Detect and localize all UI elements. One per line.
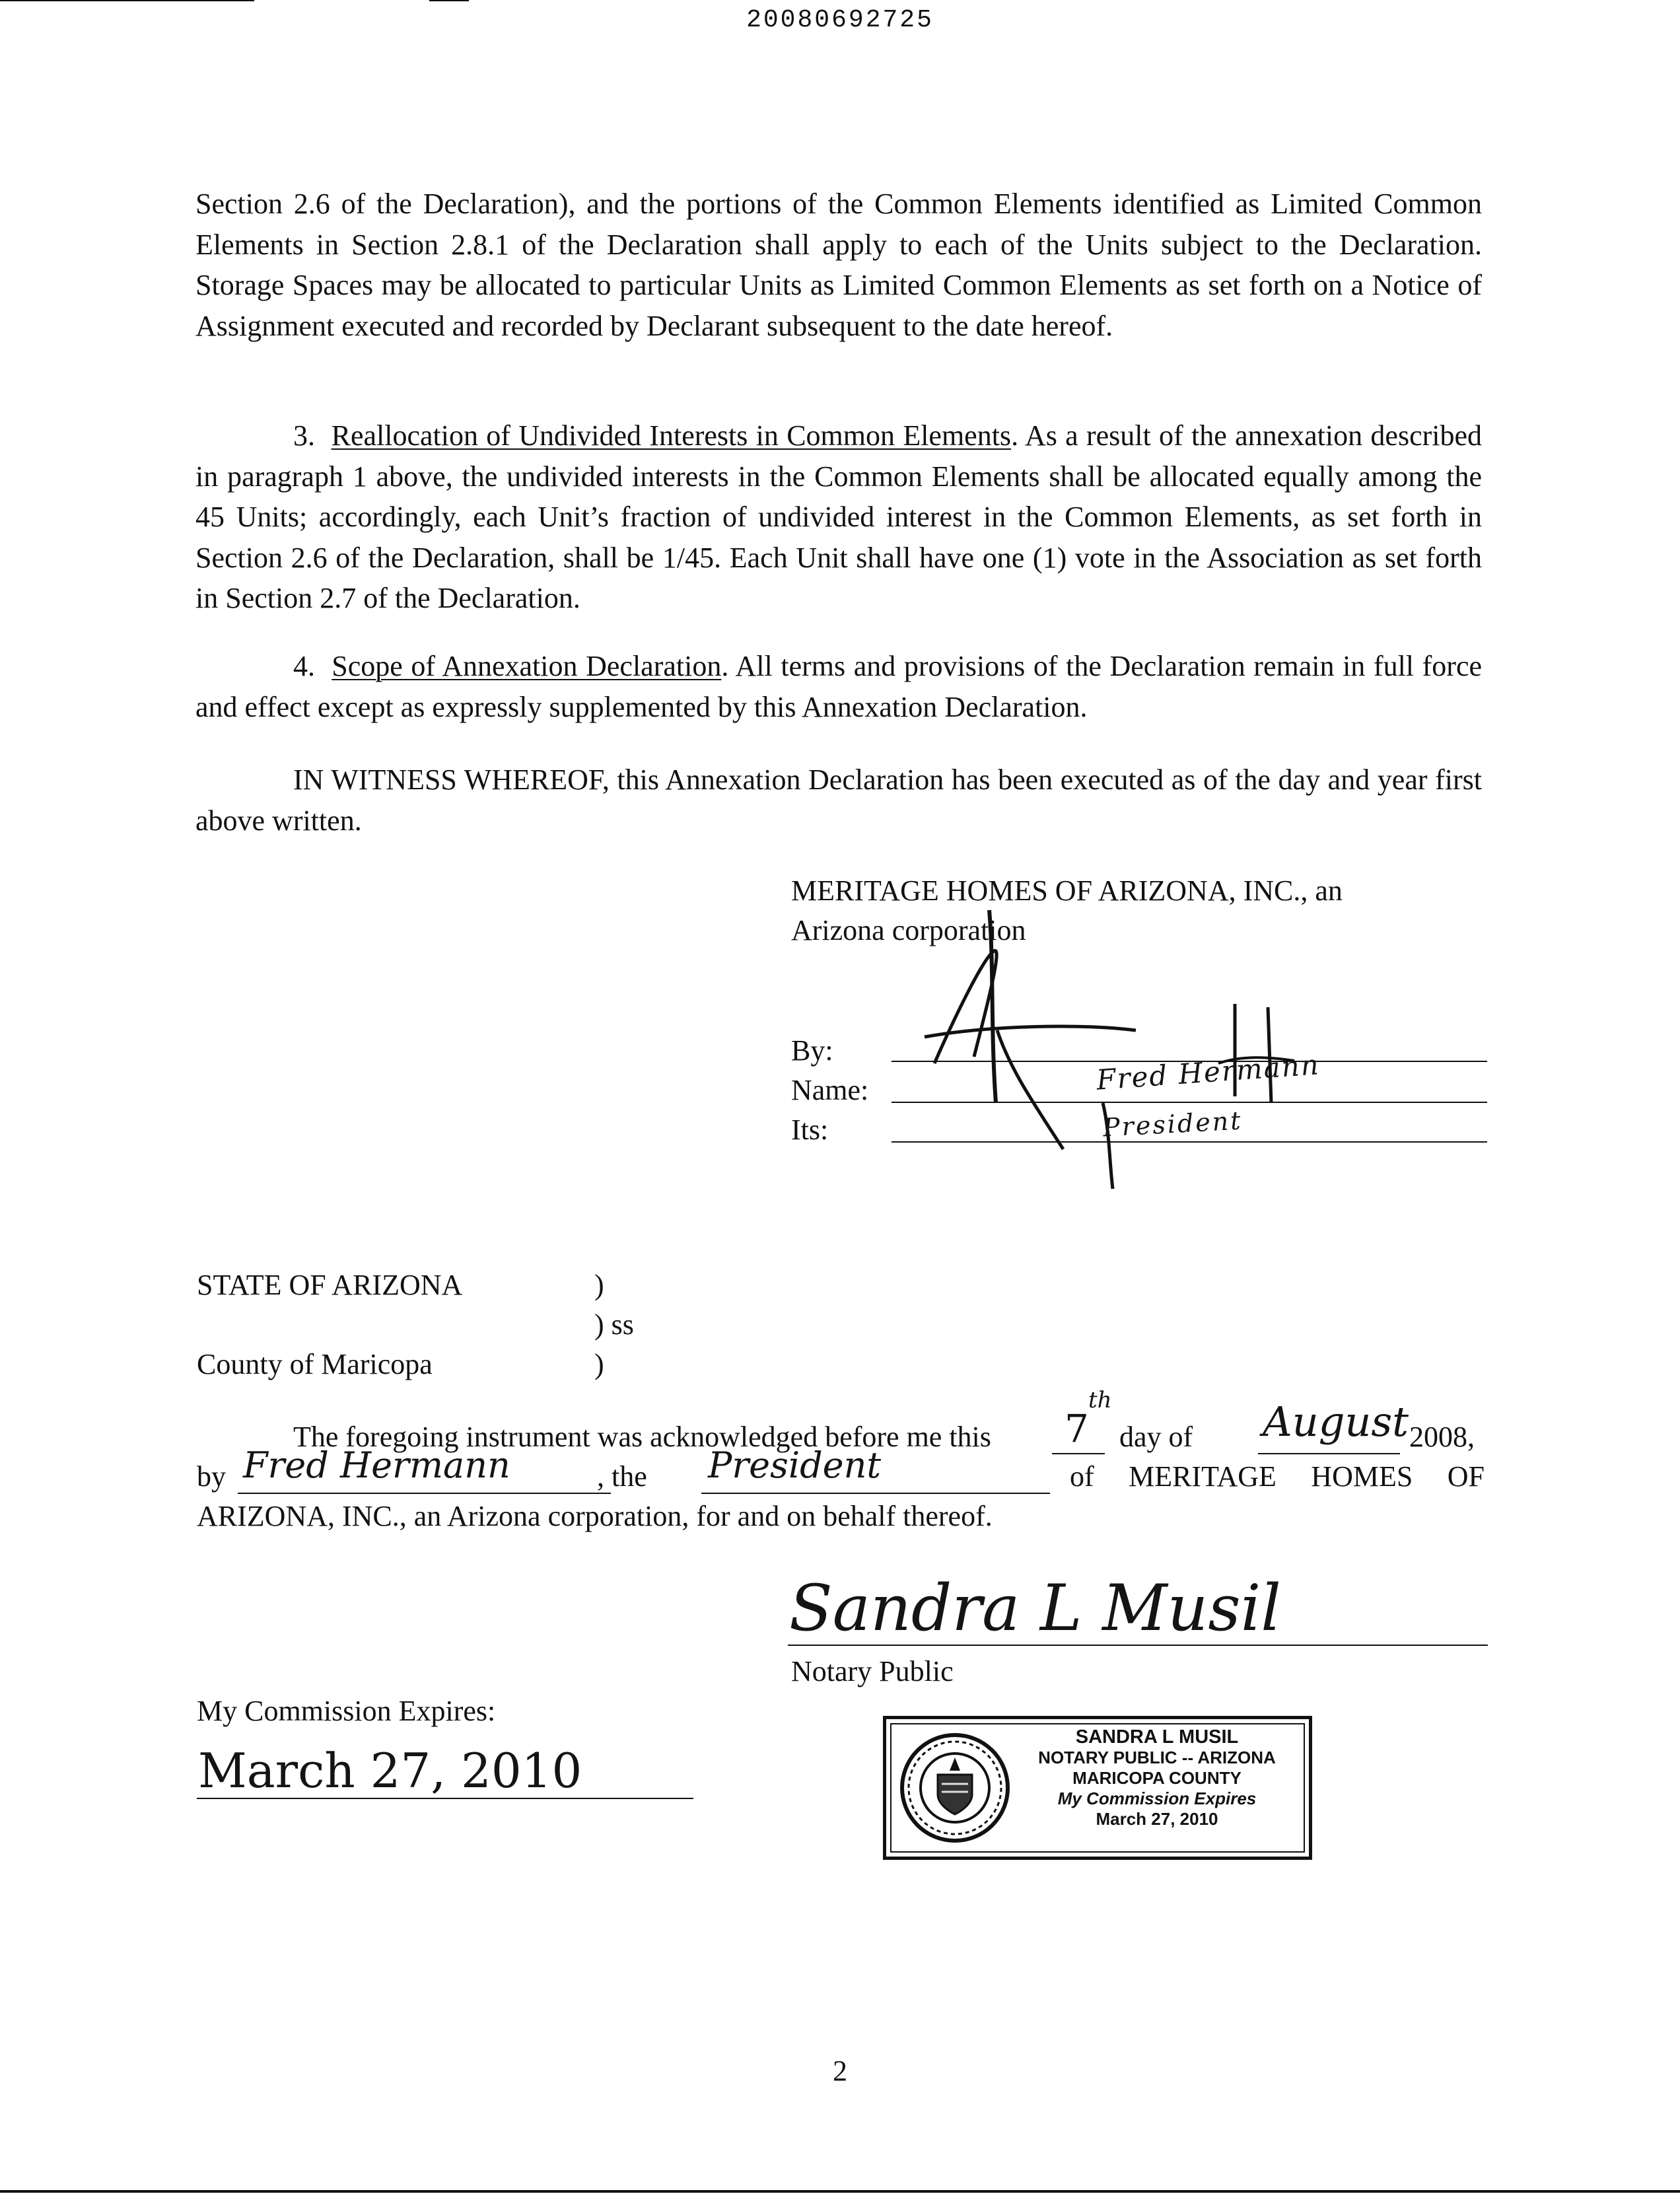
stamp-line-expires-date: March 27, 2010: [1096, 1809, 1218, 1829]
paragraph-3-text: . As a result of the annexation described in paragraph 1 above, the undivided interests in the Common Elements shall be allocated equally among the 45 Units; accordingly, each Unit’s fraction of undivided interest in the Common Elements, as set forth in Section 2.6 of the Declaration, shall be 1/45. Each Unit shall have one (1) vote in the Association as set forth in Section 2.7 of the Declaration.: [195, 419, 1482, 615]
stamp-line-county: MARICOPA COUNTY: [1072, 1768, 1242, 1788]
paragraph-4: [195, 646, 1482, 727]
footer-rule: [0, 2190, 1680, 2193]
ack-the-word: , the: [597, 1460, 647, 1493]
venue-ss: ) ss: [594, 1308, 634, 1341]
paragraph-3-number: 3.: [293, 419, 315, 452]
entity-name-line1: MERITAGE HOMES OF ARIZONA, INC., an: [791, 874, 1343, 907]
paragraph-3-heading: Reallocation of Undivided Interests in Common Elements: [331, 419, 1012, 452]
paragraph-4-number: 4.: [293, 650, 315, 682]
officer-title-handwritten: President: [1102, 1106, 1243, 1143]
paragraph-continuation-text: Section 2.6 of the Declaration), and the portions of the Common Elements identified as Limited Common Elements in Section 2.8.1 of the Declaration shall apply to each of the Units subject to the Declaration. Storage Spaces may be allocated to particular Units as Limited Common Elements as set forth on a Notice of Assignment executed and recorded by Declarant subsequent to the date hereof.: [195, 188, 1482, 342]
commission-label: My Commission Expires:: [197, 1695, 496, 1727]
notary-stamp-text: [1005, 1727, 1309, 1829]
stamp-line-name: SANDRA L MUSIL: [1075, 1726, 1239, 1748]
witness-paragraph: [195, 760, 1482, 841]
ack-text-2: day of: [1119, 1421, 1193, 1453]
officer-name-handwritten: Fred Hermann: [1095, 1048, 1321, 1096]
paragraph-4-text: . All terms and provisions of the Declaration remain in full force and effect except as expressly supplemented by this Annexation Declaration.: [195, 650, 1483, 723]
notary-signature-handwritten: Sandra L Musil: [789, 1571, 1281, 1645]
ack-of-text: of MERITAGE HOMES OF: [1070, 1460, 1485, 1493]
notary-stamp: [883, 1716, 1312, 1860]
witness-text: IN WITNESS WHEREOF, this Annexation Declaration has been executed as of the day and year first above written.: [195, 763, 1482, 837]
venue-paren-bottom: ): [594, 1348, 604, 1380]
header-rule-left: [0, 0, 254, 1]
ack-day-handwritten: 7: [1065, 1406, 1089, 1451]
ack-by-word: by: [197, 1460, 226, 1493]
ack-title-handwritten: President: [708, 1444, 882, 1486]
name-label: Name:: [791, 1074, 869, 1106]
ack-name-line: [238, 1493, 611, 1494]
document-number: 20080692725: [746, 6, 934, 34]
ack-name-handwritten: Fred Hermann: [243, 1444, 510, 1486]
notary-signature-line: [788, 1645, 1488, 1646]
by-label: By:: [791, 1034, 833, 1067]
venue-state: STATE OF ARIZONA: [197, 1269, 463, 1301]
ack-text-1: The foregoing instrument was acknowledged before me this: [293, 1421, 991, 1453]
ack-title-line: [701, 1493, 1050, 1494]
ack-day-suffix-handwritten: th: [1088, 1387, 1112, 1413]
paragraph-4-heading: Scope of Annexation Declaration: [332, 650, 722, 682]
notary-seal-icon: [898, 1731, 1012, 1845]
entity-name-line2: Arizona corporation: [791, 914, 1026, 946]
ack-text-3: ARIZONA, INC., an Arizona corporation, for and on behalf thereof.: [197, 1500, 993, 1532]
venue-paren-top: ): [594, 1269, 604, 1301]
ack-year: 2008,: [1409, 1421, 1475, 1453]
ack-month-handwritten: August: [1263, 1398, 1409, 1446]
paragraph-3: [195, 415, 1482, 619]
notary-public-label: Notary Public: [791, 1655, 954, 1687]
paragraph-continuation: [195, 184, 1482, 346]
stamp-line-title: NOTARY PUBLIC -- ARIZONA: [1038, 1748, 1276, 1767]
ack-month-line: [1258, 1453, 1400, 1454]
stamp-line-expires-label: My Commission Expires: [1057, 1789, 1257, 1808]
ack-day-line: [1052, 1453, 1105, 1454]
its-label: Its:: [791, 1114, 829, 1146]
header-rule-right: [429, 0, 469, 1]
commission-date-handwritten: March 27, 2010: [198, 1743, 582, 1798]
commission-date-line: [197, 1798, 693, 1799]
page-number: 2: [833, 2055, 847, 2087]
venue-county: County of Maricopa: [197, 1348, 433, 1380]
